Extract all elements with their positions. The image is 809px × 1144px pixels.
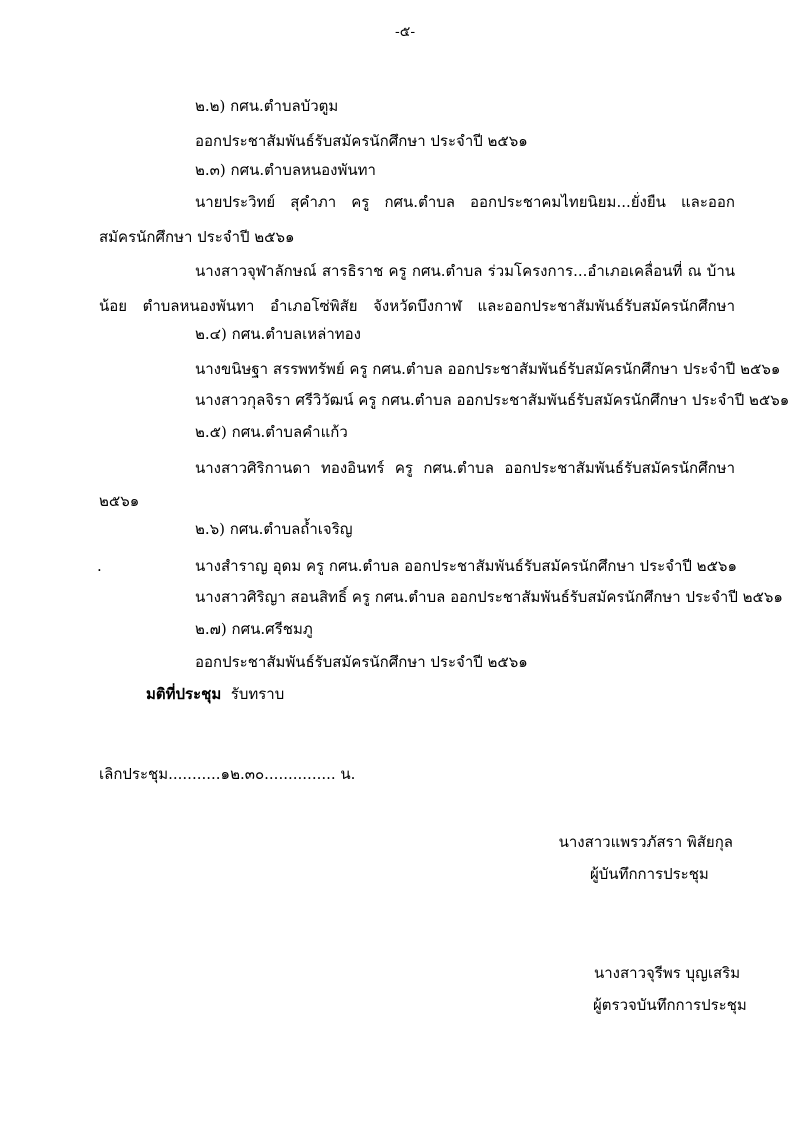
section-heading-2-7: ๒.๗) กศน.ศรีชมภู [195, 620, 313, 638]
paragraph-2-6-2: นางสาวศิริญา สอนสิทธิ์ ครู กศน.ตำบล ออกประชาสัมพันธ์รับสมัครนักศึกษา ประจำปี ๒๕๖๑ [195, 588, 783, 606]
paragraph-2-3-2-line2: น้อย ตำบลหนองพันทา อำเภอโซ่พิสัย จังหวัดบึงกาฬ และออกประชาสัมพันธ์รับสมัครนักศึกษา [99, 297, 735, 315]
section-heading-2-4: ๒.๔) กศน.ตำบลเหล่าทอง [195, 325, 361, 343]
paragraph-2-2-1: ออกประชาสัมพันธ์รับสมัครนักศึกษา ประจำปี ๒๕๖๑ [195, 132, 528, 150]
paragraph-2-3-2-line1: นางสาวจุฬาลักษณ์ สารธิราช ครู กศน.ตำบล ร่วมโครงการ...อำเภอเคลื่อนที่ ณ บ้าน [195, 262, 735, 280]
section-heading-2-2: ๒.๒) กศน.ตำบลบัวตูม [195, 97, 339, 115]
paragraph-2-5-1-line1: นางสาวศิริกานดา ทองอินทร์ ครู กศน.ตำบล ออกประชาสัมพันธ์รับสมัครนักศึกษา [195, 459, 735, 477]
reviewer-name: นางสาวจุรีพร บุญเสริม [594, 964, 741, 982]
paragraph-2-3-1-line1: นายประวิทย์ สุคำภา ครู กศน.ตำบล ออกประชาคมไทยนิยม...ยั่งยืน และออก [195, 193, 735, 211]
resolution-value: รับทราบ [230, 685, 285, 703]
paragraph-2-4-1: นางขนิษฐา สรรพทรัพย์ ครู กศน.ตำบล ออกประชาสัมพันธ์รับสมัครนักศึกษา ประจำปี ๒๕๖๑ [195, 360, 781, 378]
resolution-label: มติที่ประชุม [146, 685, 222, 703]
section-heading-2-6: ๒.๖) กศน.ตำบลถ้ำเจริญ [195, 520, 353, 538]
recorder-role: ผู้บันทึกการประชุม [590, 865, 709, 883]
reviewer-role: ผู้ตรวจบันทึกการประชุม [593, 996, 747, 1014]
paragraph-2-7-1: ออกประชาสัมพันธ์รับสมัครนักศึกษา ประจำปี ๒๕๖๑ [195, 653, 528, 671]
meeting-closing-time: เลิกประชุม...........๑๒.๓๐............... น. [99, 765, 356, 783]
paragraph-2-6-1: นางสำราญ อุดม ครู กศน.ตำบล ออกประชาสัมพันธ์รับสมัครนักศึกษา ประจำปี ๒๕๖๑ [195, 557, 737, 575]
paragraph-2-4-2: นางสาวกุลจิรา ศรีวิวัฒน์ ครู กศน.ตำบล ออกประชาสัมพันธ์รับสมัครนักศึกษา ประจำปี ๒๕๖๑ [195, 391, 790, 409]
paragraph-2-3-1-line2: สมัครนักศึกษา ประจำปี ๒๕๖๑ [99, 228, 295, 246]
recorder-name: นางสาวแพรวภัสรา พิสัยกุล [558, 833, 733, 851]
section-heading-2-3: ๒.๓) กศน.ตำบลหนองพันทา [195, 161, 376, 179]
section-heading-2-5: ๒.๕) กศน.ตำบลคำแก้ว [195, 423, 348, 441]
resolution [146, 684, 284, 704]
paragraph-2-5-1-line2: ๒๕๖๑ [99, 492, 140, 510]
page-number: -๕- [395, 24, 416, 40]
stray-mark: . [97, 557, 102, 575]
